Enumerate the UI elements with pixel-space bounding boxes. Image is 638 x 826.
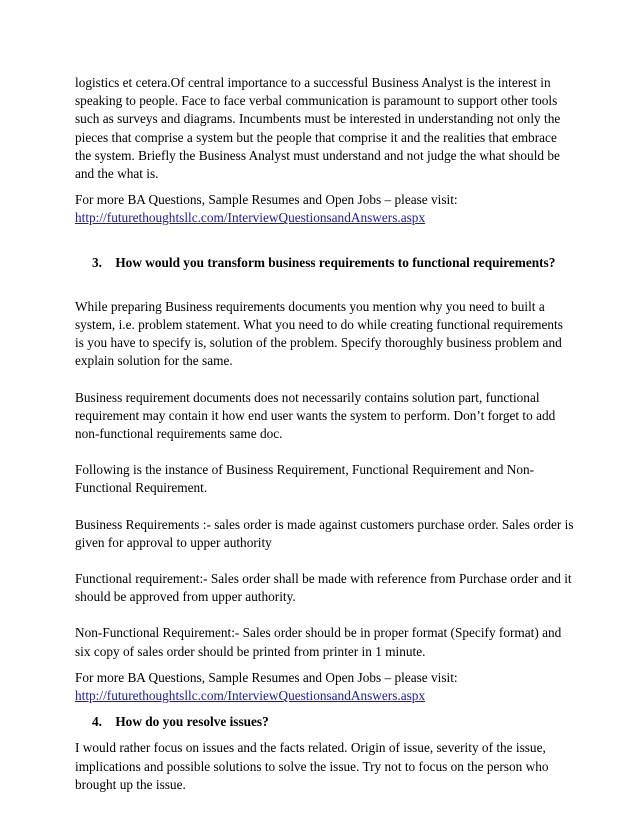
question-3-heading: [75, 254, 575, 272]
paragraph-ba-communication: logistics et cetera.Of central importance to a successful Business Analyst is the interest in speaking to people. Face to face verbal communication is paramount to support other tools such as surveys and diagrams. Incumbents must be interested in understanding not only the pieces that comprise a system but the people that comprise it and the realities that embrace the system. Briefly the Business Analyst must understand and not judge the what should be and the what is.: [75, 75, 561, 182]
more-questions-notice-1: [75, 191, 575, 227]
paragraph-resolve-issues: I would rather focus on issues and the facts related. Origin of issue, severity of the issue, implications and possible solutions to solve the issue. Try not to focus on the person who brought up the issue.: [75, 740, 549, 792]
paragraph-business-requirements: While preparing Business requirements documents you mention why you need to built a system, i.e. problem statement. What you need to do while creating functional requirements is you have to specify is, solution of the problem. Specify thoroughly business problem and explain solution for the same.: [75, 298, 563, 369]
question-title: How do you resolve issues?: [115, 714, 269, 730]
interview-questions-link[interactable]: http://futurethoughtsllc.com/InterviewQuestionsandAnswers.aspx: [75, 210, 426, 226]
paragraph-business-requirement-example: Business Requirements :- sales order is made against customers purchase order. Sales order is given for approval to upper authority: [75, 516, 574, 550]
question-4-heading: [75, 713, 575, 731]
paragraph-requirement-documents: Business requirement documents does not necessarily contains solution part, functional requirement may contain it how end user wants the system to perform. Don’t forget to add non-functional requirements same doc.: [75, 389, 556, 442]
more-questions-text: For more BA Questions, Sample Resumes and Open Jobs – please visit:: [75, 669, 458, 685]
paragraph-non-functional-requirement-example: Non-Functional Requirement:- Sales order should be in proper format (Specify format) and six copy of sales order should be printed from printer in 1 minute.: [75, 625, 562, 659]
more-questions-text: For more BA Questions, Sample Resumes and Open Jobs – please visit:: [75, 192, 458, 208]
question-title: How would you transform business requirements to functional requirements?: [115, 254, 556, 270]
more-questions-notice-2: [75, 669, 575, 705]
question-number: 3.: [92, 254, 102, 270]
question-number: 4.: [92, 714, 102, 730]
interview-questions-link[interactable]: http://futurethoughtsllc.com/InterviewQuestionsandAnswers.aspx: [75, 688, 426, 704]
document-page: [75, 74, 575, 794]
paragraph-instance-intro: Following is the instance of Business Requirement, Functional Requirement and Non-Functional Requirement.: [75, 462, 535, 496]
paragraph-functional-requirement-example: Functional requirement:- Sales order shall be made with reference from Purchase order and it should be approved from upper authority.: [75, 571, 572, 605]
